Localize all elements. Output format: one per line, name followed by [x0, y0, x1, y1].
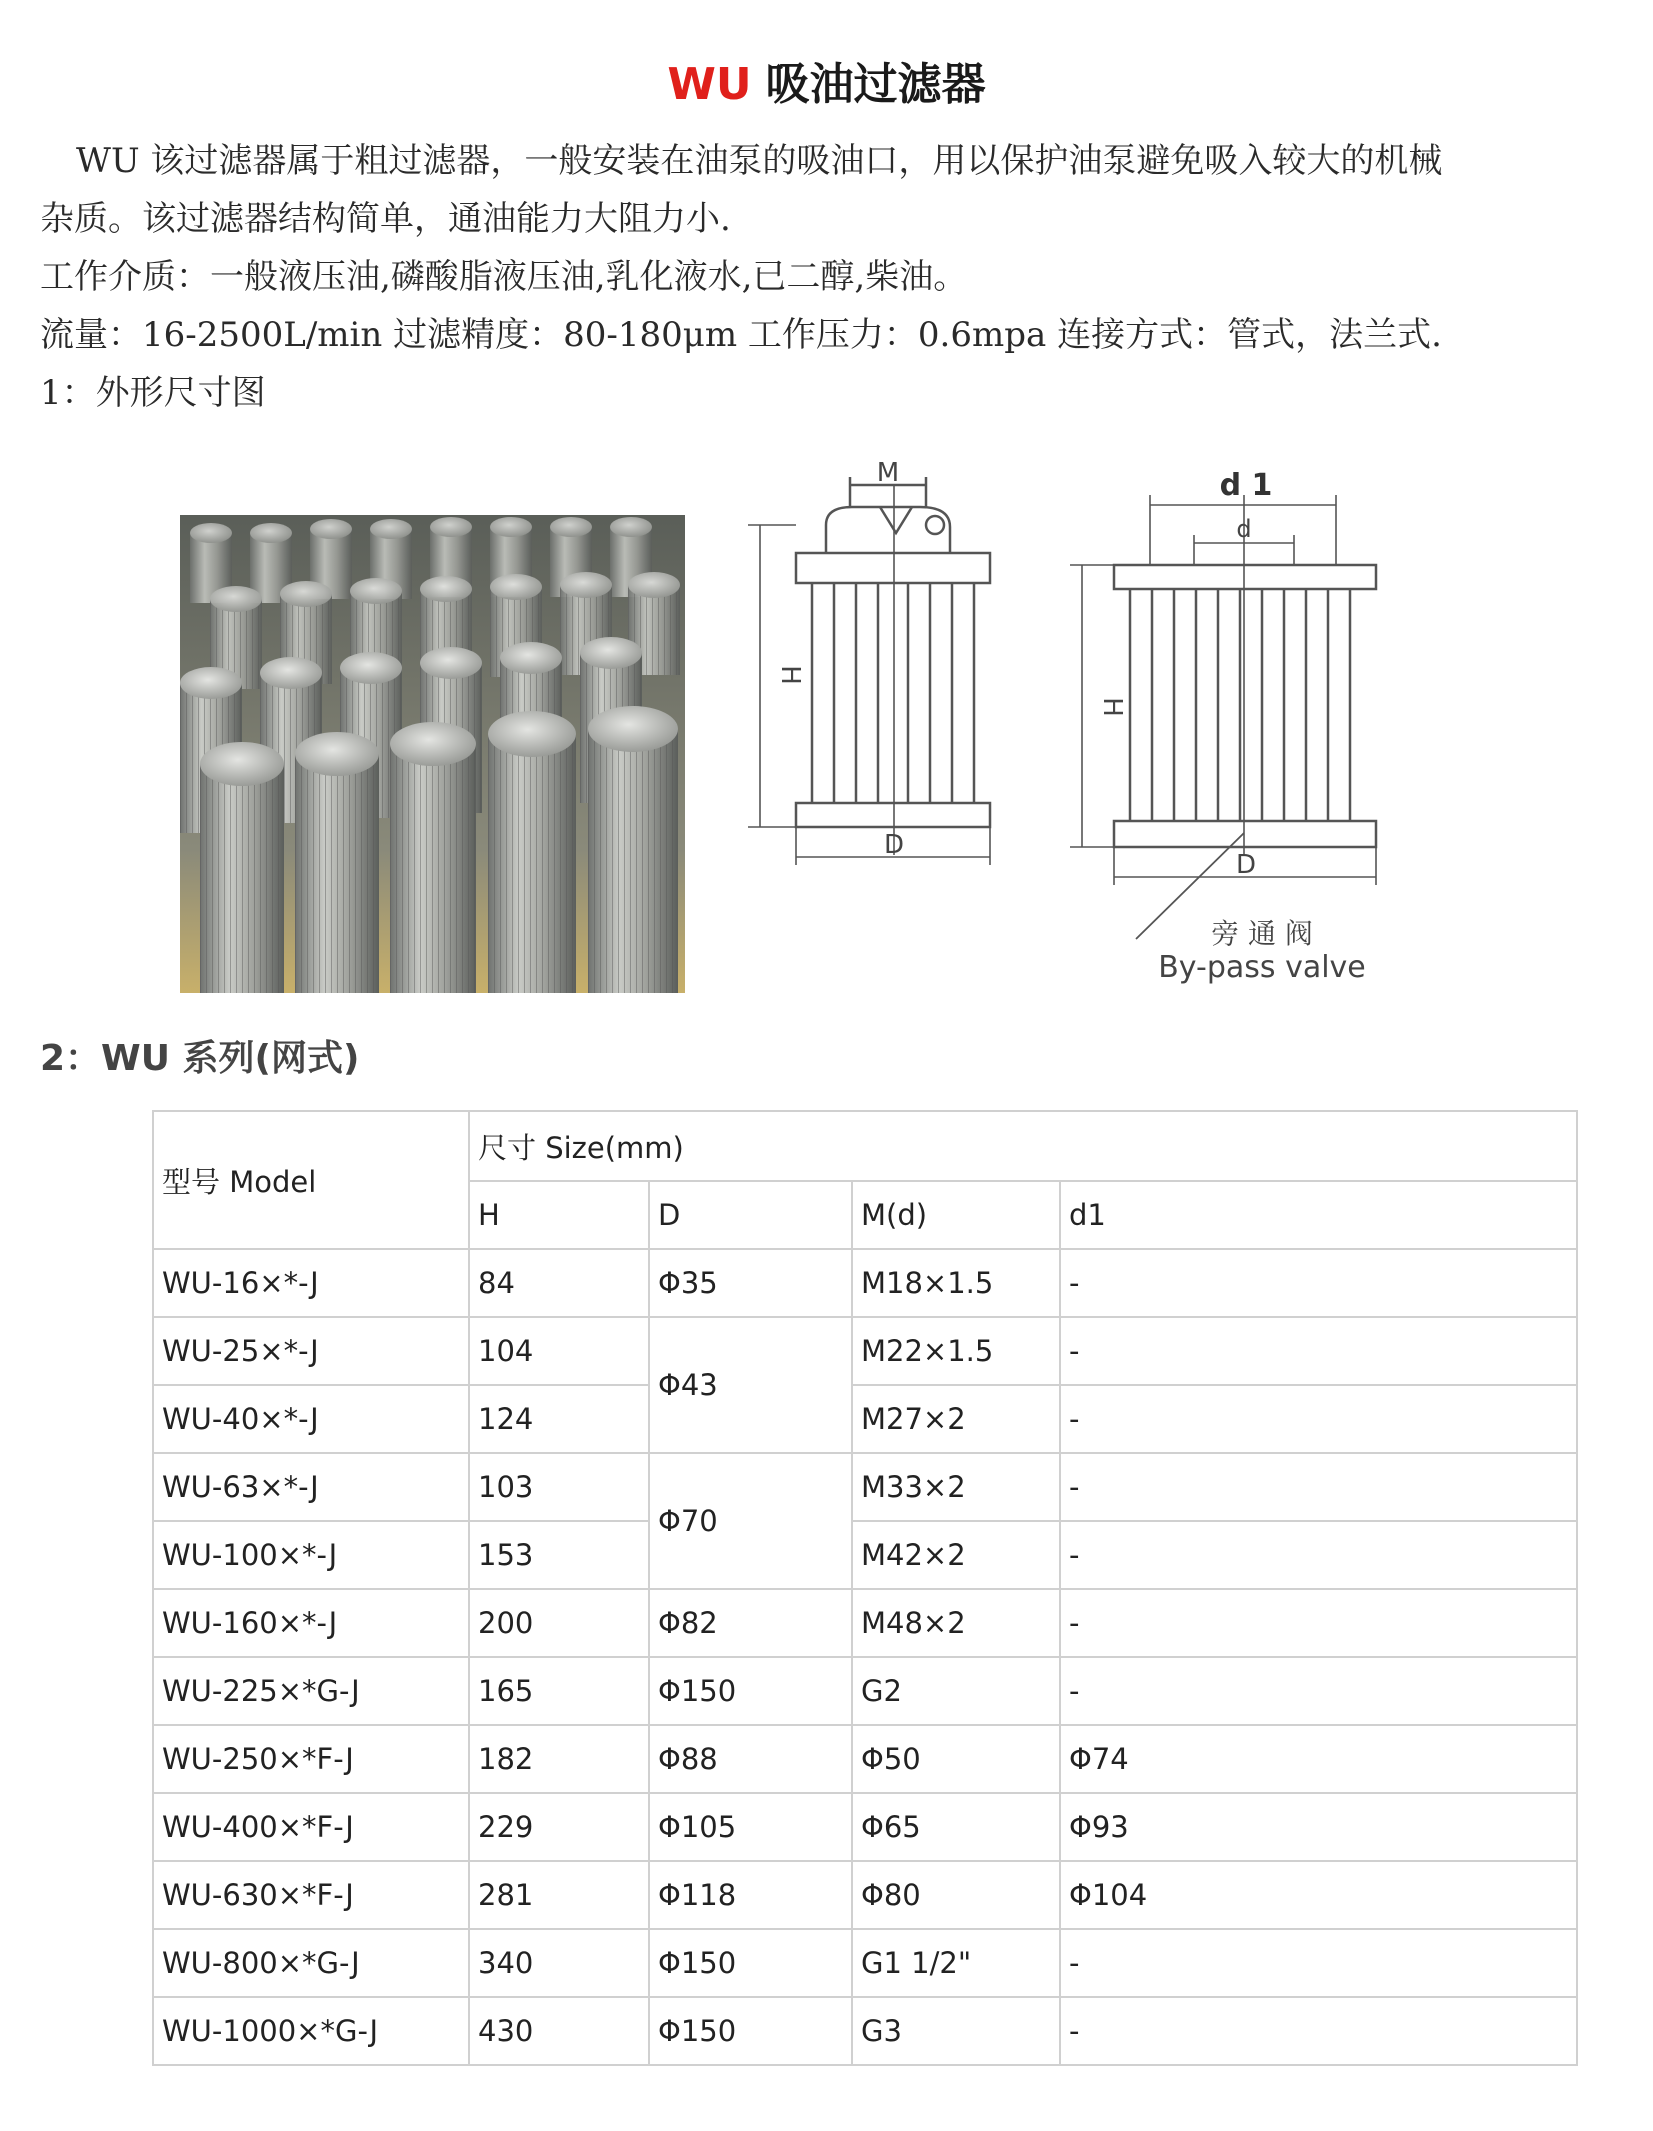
label-d-small: d	[1236, 515, 1252, 543]
cell-d: Φ105	[649, 1793, 852, 1861]
table-row	[153, 1589, 1577, 1657]
cell-d1: Φ104	[1060, 1861, 1577, 1929]
table-row	[153, 1453, 1577, 1521]
filter-cartridges-image	[180, 515, 685, 993]
cell-h: 340	[469, 1929, 649, 1997]
cell-h: 153	[469, 1521, 649, 1589]
cell-h: 182	[469, 1725, 649, 1793]
cell-m: M22×1.5	[852, 1317, 1060, 1385]
cell-model: WU-1000×*G-J	[153, 1997, 469, 2065]
cell-d: Φ88	[649, 1725, 852, 1793]
cell-d1: -	[1060, 1997, 1577, 2065]
cell-d1: -	[1060, 1521, 1577, 1589]
cell-model: WU-16×*-J	[153, 1249, 469, 1317]
intro-line-1: WU 该过滤器属于粗过滤器，一般安装在油泵的吸油口，用以保护油泵避免吸入较大的机械	[76, 141, 1443, 181]
cell-h: 165	[469, 1657, 649, 1725]
cell-h: 281	[469, 1861, 649, 1929]
cell-d: Φ150	[649, 1657, 852, 1725]
cell-h: 103	[469, 1453, 649, 1521]
cell-h: 84	[469, 1249, 649, 1317]
label-d-left: D	[883, 830, 905, 860]
cell-d1: -	[1060, 1249, 1577, 1317]
cell-m: G2	[852, 1657, 1060, 1725]
cell-m: Φ80	[852, 1861, 1060, 1929]
cell-h: 104	[469, 1317, 649, 1385]
table-row	[153, 1385, 1577, 1453]
cell-d1: -	[1060, 1453, 1577, 1521]
cell-m: M48×2	[852, 1589, 1060, 1657]
cell-d1: -	[1060, 1589, 1577, 1657]
section-heading: 2：WU 系列(网式)	[40, 1038, 360, 1079]
table-row	[153, 1317, 1577, 1385]
dimension-drawing-flanged	[1040, 455, 1440, 999]
cell-m: Φ65	[852, 1793, 1060, 1861]
cell-d: Φ35	[649, 1249, 852, 1317]
header-model: 型号 Model	[153, 1111, 469, 1249]
table-row	[153, 1997, 1577, 2065]
intro-specs: 流量：16-2500L/min 过滤精度：80-180μm 工作压力：0.6mpa 连接方式：管式，法兰式.	[40, 315, 1442, 355]
title-brand: WU	[667, 59, 752, 110]
table-row	[153, 1521, 1577, 1589]
cell-d1: Φ93	[1060, 1793, 1577, 1861]
cell-m: G3	[852, 1997, 1060, 2065]
label-d1: d 1	[1219, 468, 1273, 503]
cell-d1: Φ74	[1060, 1725, 1577, 1793]
label-h-right: H	[1097, 697, 1127, 717]
cell-model: WU-630×*F-J	[153, 1861, 469, 1929]
title-name: 吸油过滤器	[765, 59, 986, 110]
cell-d: Φ118	[649, 1861, 852, 1929]
intro-dim-heading: 1：外形尺寸图	[40, 373, 266, 413]
cell-d1: -	[1060, 1317, 1577, 1385]
cell-model: WU-40×*-J	[153, 1385, 469, 1453]
label-bypass-en: By-pass valve	[1158, 950, 1366, 985]
cell-d1: -	[1060, 1385, 1577, 1453]
table-row	[153, 1793, 1577, 1861]
cell-m: Φ50	[852, 1725, 1060, 1793]
cell-h: 430	[469, 1997, 649, 2065]
product-photo	[180, 515, 685, 993]
cell-m: M33×2	[852, 1453, 1060, 1521]
cell-d: Φ150	[649, 1929, 852, 1997]
label-d-right: D	[1235, 850, 1257, 880]
cell-h: 124	[469, 1385, 649, 1453]
cell-model: WU-63×*-J	[153, 1453, 469, 1521]
label-bypass-cn: 旁 通 阀	[1211, 917, 1313, 950]
cell-model: WU-100×*-J	[153, 1521, 469, 1589]
cell-m: M18×1.5	[852, 1249, 1060, 1317]
cell-m: M42×2	[852, 1521, 1060, 1589]
cell-d: Φ43	[649, 1317, 852, 1453]
cell-h: 200	[469, 1589, 649, 1657]
label-m: M	[876, 458, 900, 488]
table-row	[153, 1725, 1577, 1793]
table-row	[153, 1861, 1577, 1929]
cell-h: 229	[469, 1793, 649, 1861]
cell-model: WU-400×*F-J	[153, 1793, 469, 1861]
label-h-left: H	[775, 665, 805, 685]
table-row	[153, 1929, 1577, 1997]
cell-model: WU-800×*G-J	[153, 1929, 469, 1997]
intro-text	[40, 132, 1620, 422]
cell-d1: -	[1060, 1929, 1577, 1997]
dimension-drawing-threaded	[730, 455, 1030, 879]
header-m: M(d)	[852, 1181, 1060, 1249]
intro-line-2: 杂质。该过滤器结构简单，通油能力大阻力小.	[40, 199, 731, 239]
page-title	[0, 48, 1653, 112]
cell-d: Φ82	[649, 1589, 852, 1657]
cell-model: WU-160×*-J	[153, 1589, 469, 1657]
table-row	[153, 1657, 1577, 1725]
header-h: H	[469, 1181, 649, 1249]
cell-m: M27×2	[852, 1385, 1060, 1453]
spec-table	[152, 1110, 1578, 2066]
header-d1: d1	[1060, 1181, 1577, 1249]
intro-media: 工作介质：一般液压油,磷酸脂液压油,乳化液水,已二醇,柴油。	[40, 257, 968, 297]
table-row	[153, 1249, 1577, 1317]
cell-model: WU-250×*F-J	[153, 1725, 469, 1793]
cell-d: Φ70	[649, 1453, 852, 1589]
header-size: 尺寸 Size(mm)	[469, 1111, 1577, 1181]
header-d: D	[649, 1181, 852, 1249]
cell-model: WU-225×*G-J	[153, 1657, 469, 1725]
cell-d1: -	[1060, 1657, 1577, 1725]
cell-d: Φ150	[649, 1997, 852, 2065]
cell-model: WU-25×*-J	[153, 1317, 469, 1385]
cell-m: G1 1/2"	[852, 1929, 1060, 1997]
